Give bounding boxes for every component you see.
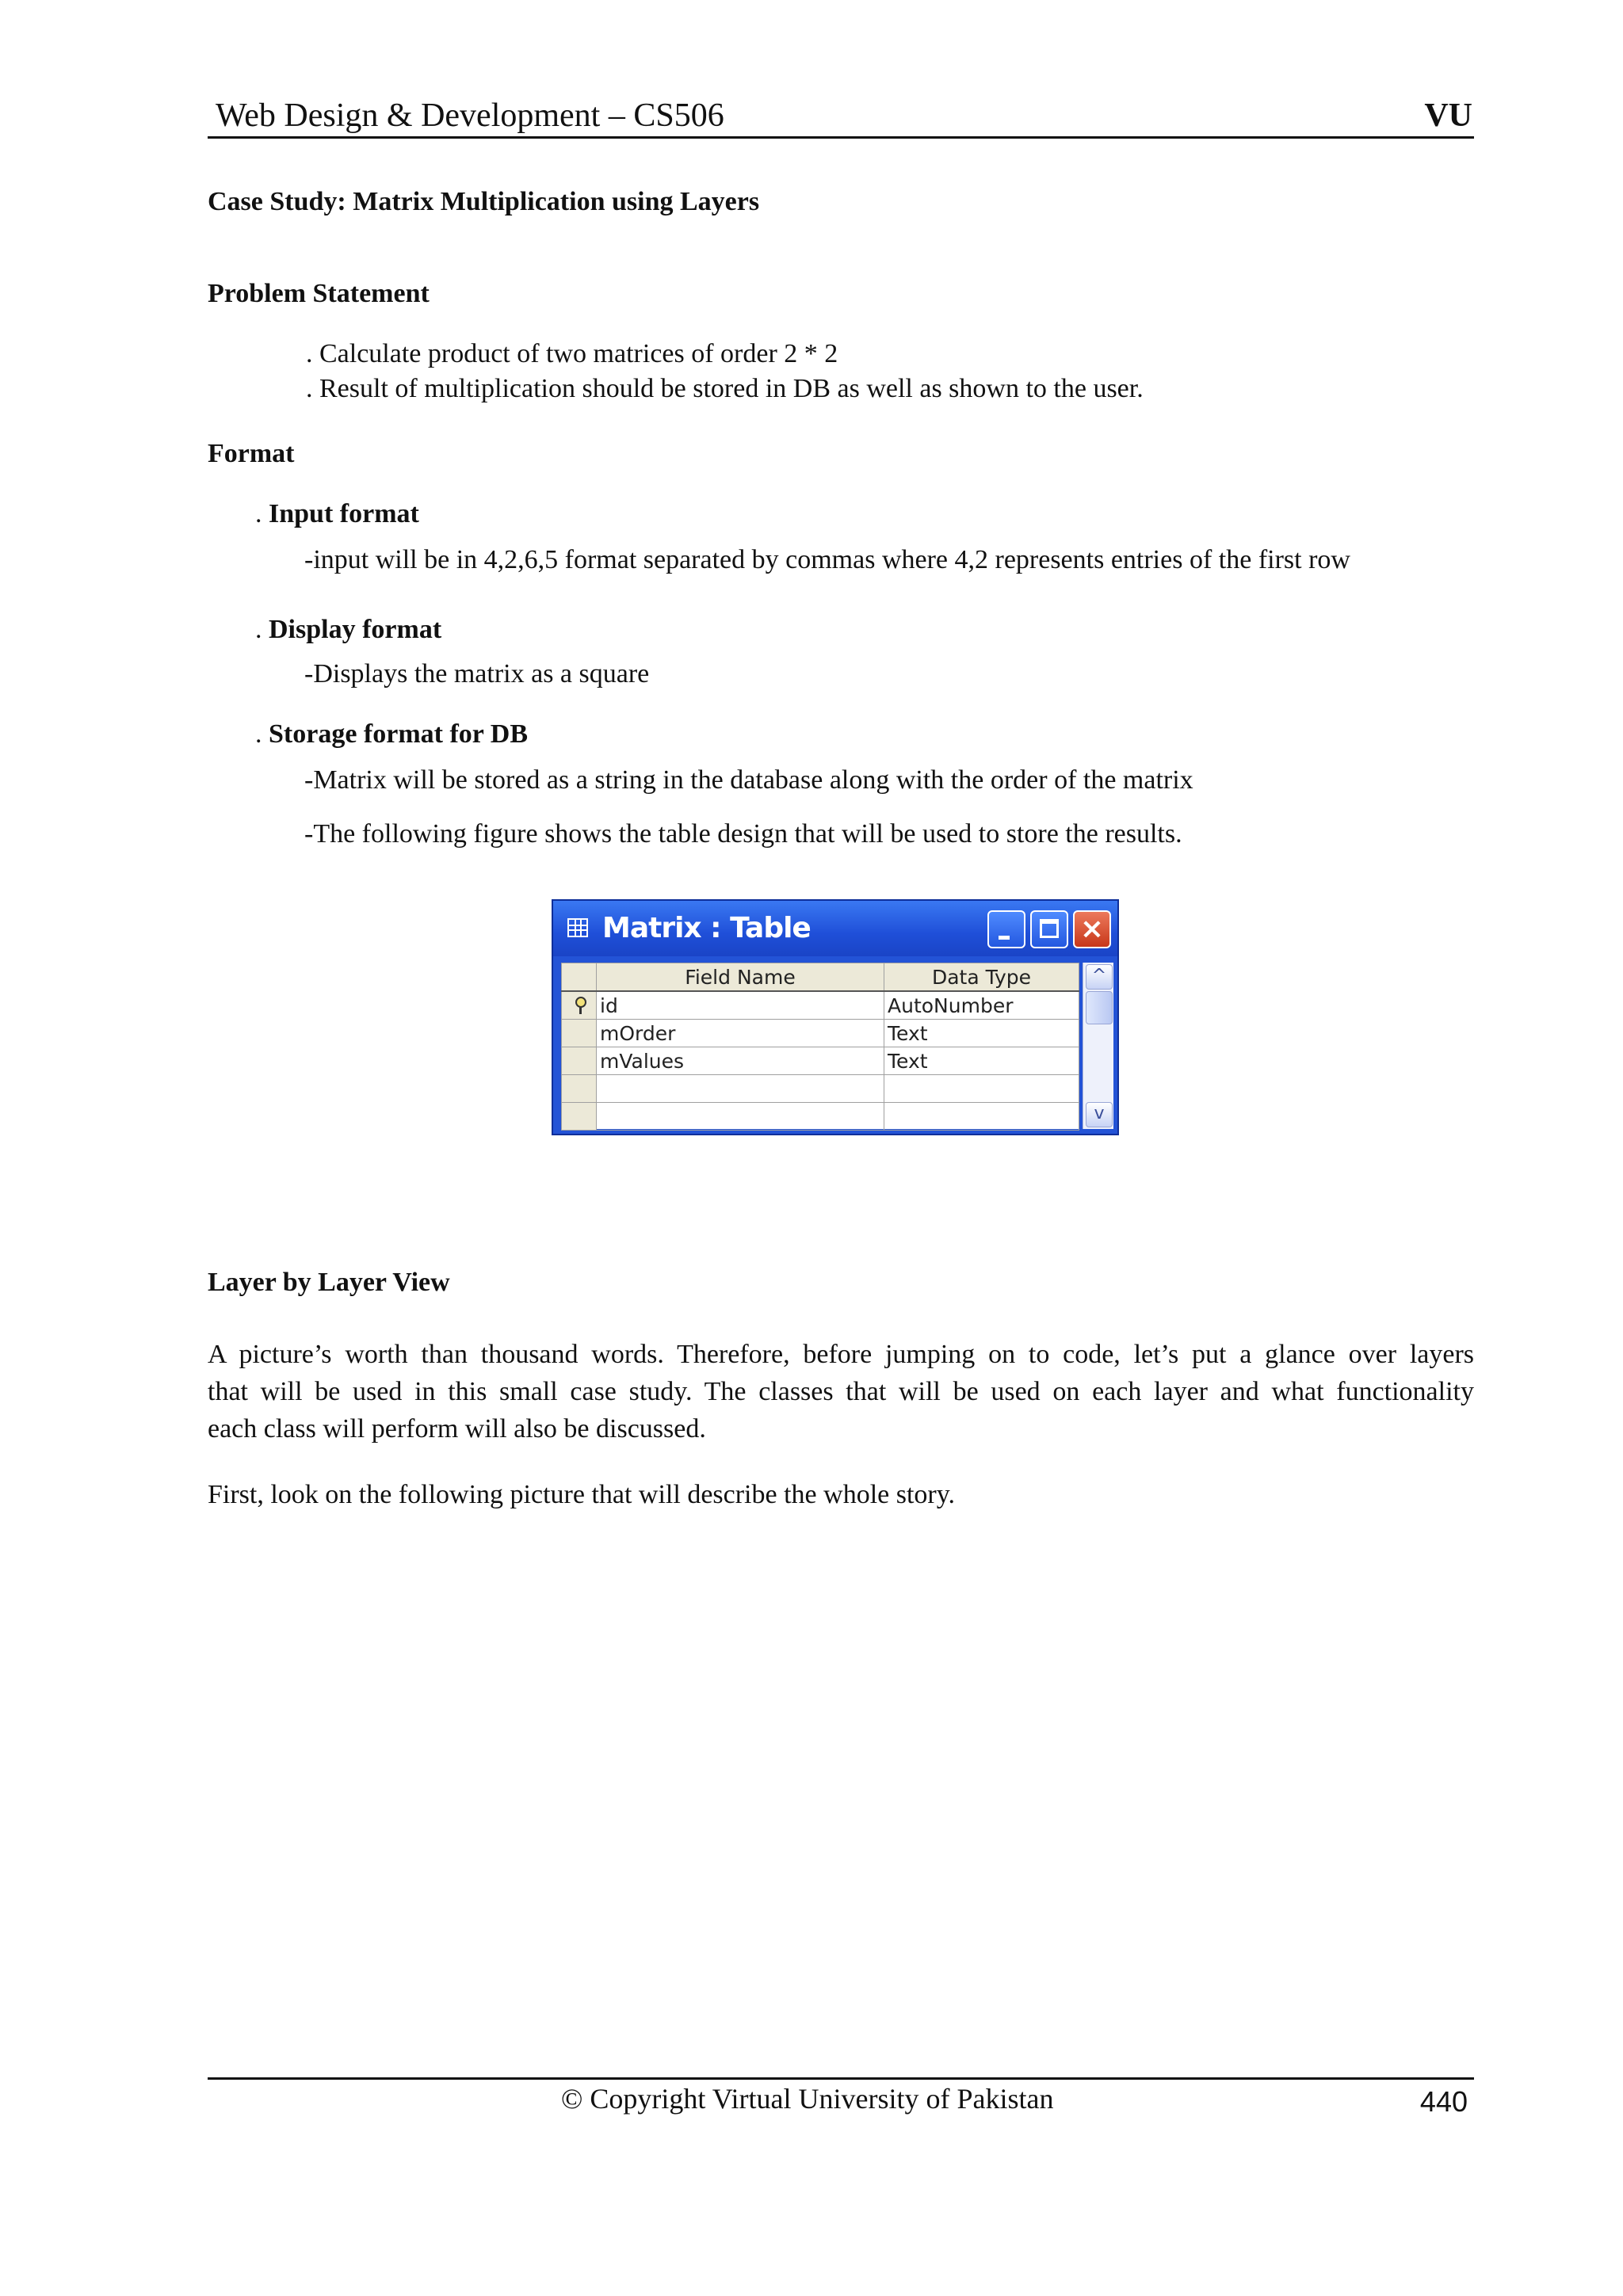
vertical-scrollbar[interactable] [1083,963,1113,1129]
format-heading: Format [208,439,295,468]
field-name-cell[interactable] [597,1103,884,1131]
layer-view-paragraph-1 [208,1336,1474,1447]
data-type-cell[interactable]: AutoNumber [884,991,1079,1020]
grid-header-row [562,963,1079,992]
storage-format-text-2: -The following figure shows the table design that will be used to store the results. [304,819,1182,849]
page-number: 440 [1419,2085,1468,2118]
table-row[interactable] [562,1047,1079,1075]
window-title: Matrix : Table [602,912,811,944]
institution-label: VU [1424,97,1472,134]
column-header-field-name: Field Name [597,963,884,992]
close-button[interactable] [1073,910,1111,948]
storage-format-text-1: -Matrix will be stored as a string in the database along with the order of the matrix [304,765,1193,795]
data-type-cell[interactable] [884,1075,1079,1103]
close-icon: × [1079,913,1105,945]
table-row[interactable] [562,991,1079,1020]
row-selector-header [562,963,597,992]
row-selector[interactable] [562,1020,597,1047]
table-icon [567,918,588,937]
input-format-bullet: . [255,499,269,528]
scroll-down-icon[interactable]: v [1086,1102,1113,1127]
row-selector[interactable] [562,1103,597,1131]
field-name-cell[interactable]: mOrder [597,1020,884,1047]
data-type-cell[interactable]: Text [884,1047,1079,1075]
column-header-data-type: Data Type [884,963,1079,992]
minimize-button[interactable] [987,910,1025,948]
table-design-grid [561,963,1079,1129]
input-format-title: Input format [269,499,419,528]
field-name-cell[interactable] [597,1075,884,1103]
field-name-cell[interactable]: mValues [597,1047,884,1075]
course-title: Web Design & Development – CS506 [216,97,724,134]
paragraph-line: that will be used in this small case study. The classes that will be used on each layer and what functionality [208,1377,1474,1406]
maximize-icon [1032,912,1067,947]
scroll-thumb[interactable] [1086,991,1113,1024]
row-selector[interactable] [562,1047,597,1075]
field-name-cell[interactable]: id [597,991,884,1020]
problem-item-2: . Result of multiplication should be stored in DB as well as shown to the user. [306,374,1144,403]
table-row[interactable] [562,1020,1079,1047]
storage-format-bullet: . [255,719,269,749]
display-format-text: -Displays the matrix as a square [304,659,650,688]
layer-view-paragraph-2: First, look on the following picture that will describe the whole story. [208,1480,956,1509]
matrix-table-window [552,899,1119,1135]
paragraph-line: A picture’s worth than thousand words. Therefore, before jumping on to code, let’s put a glance over layers [208,1340,1474,1369]
copyright-notice: © Copyright Virtual University of Pakistan [561,2083,1054,2115]
row-selector[interactable] [562,991,597,1020]
data-type-cell[interactable]: Text [884,1020,1079,1047]
display-format-title: Display format [269,615,442,644]
layer-view-heading: Layer by Layer View [208,1268,450,1297]
display-format-label [255,615,441,645]
table-row[interactable] [562,1103,1079,1131]
data-type-cell[interactable] [884,1103,1079,1131]
page-header [208,93,1474,139]
problem-statement-heading: Problem Statement [208,279,430,308]
input-format-text: -input will be in 4,2,6,5 format separated by commas where 4,2 represents entries of the first row [304,545,1350,574]
table-row[interactable] [562,1075,1079,1103]
footer-divider [208,2077,1474,2080]
minimize-icon [989,912,1024,947]
paragraph-line: each class will perform will also be discussed. [208,1414,706,1444]
storage-format-label [255,719,528,749]
maximize-button[interactable] [1030,910,1068,948]
row-selector[interactable] [562,1075,597,1103]
storage-format-title: Storage format for DB [269,719,529,749]
case-study-title: Case Study: Matrix Multiplication using Layers [208,187,760,216]
input-format-label [255,499,419,529]
window-titlebar[interactable] [553,901,1117,956]
scroll-up-icon[interactable]: ^ [1086,964,1113,990]
display-format-bullet: . [255,615,269,644]
primary-key-icon [574,997,585,1013]
problem-item-1: . Calculate product of two matrices of order 2 * 2 [306,339,838,368]
